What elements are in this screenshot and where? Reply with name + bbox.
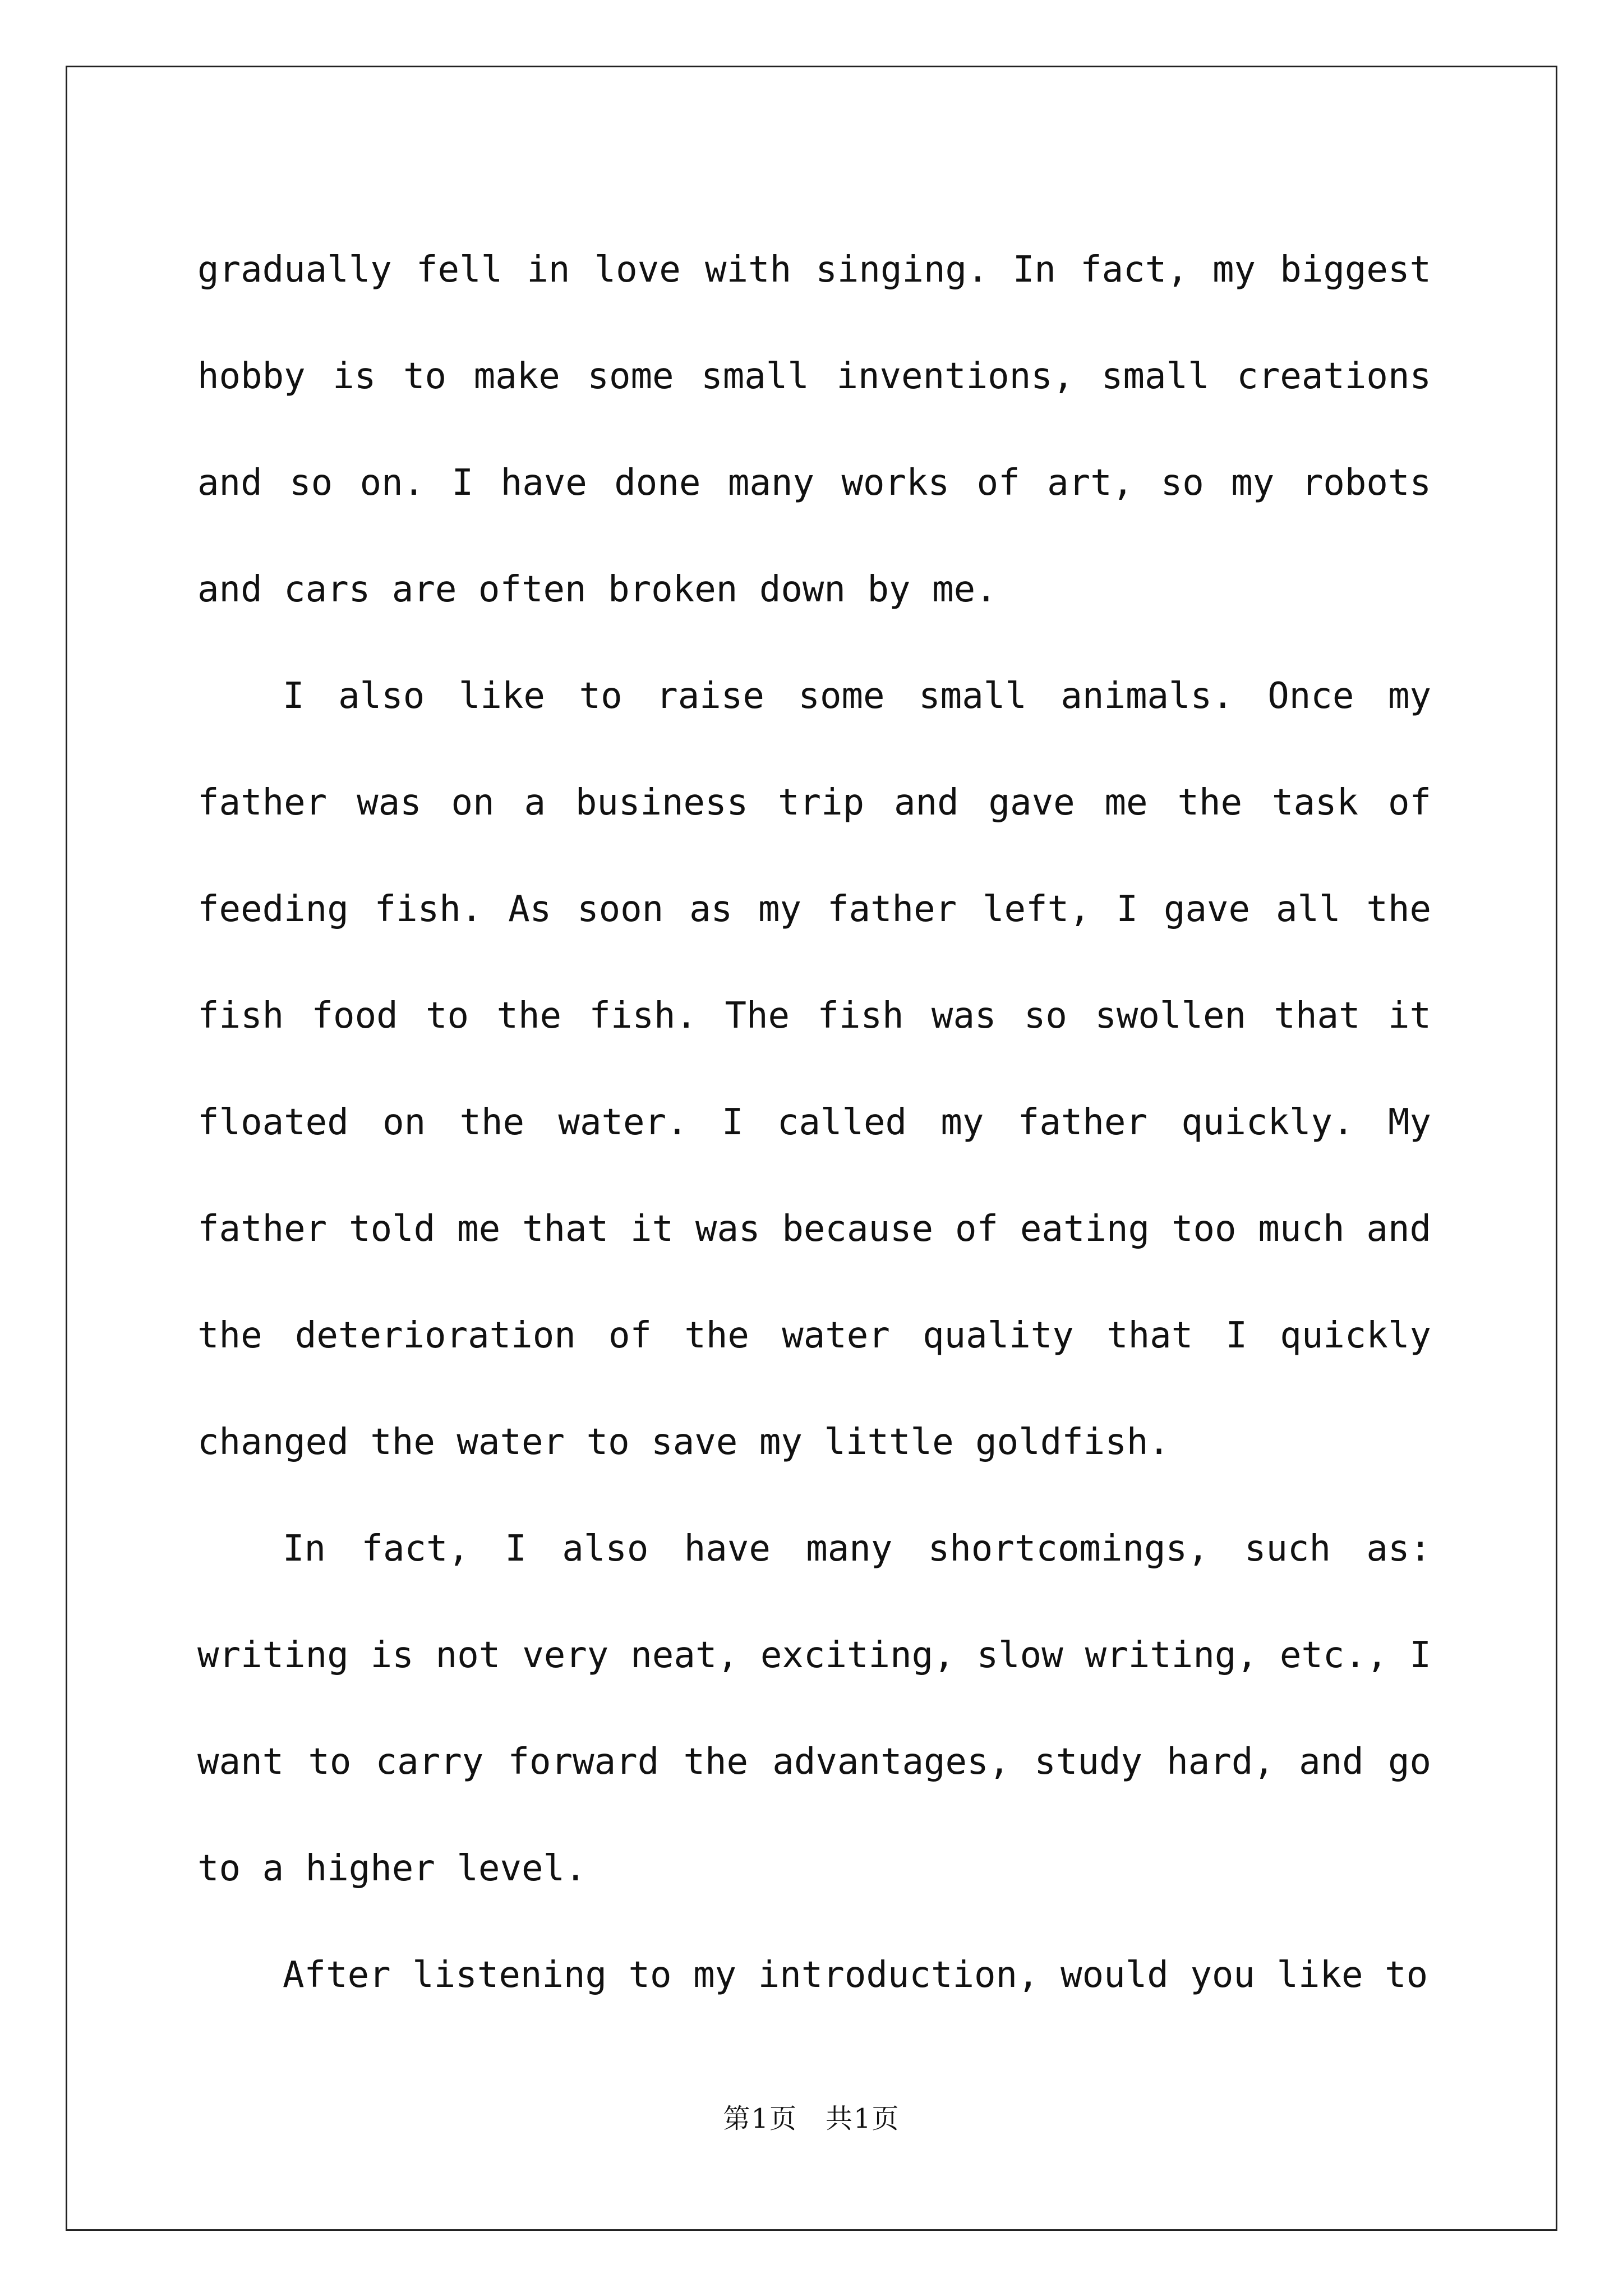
paragraph: I also like to raise some small animals. Once my father was on a business trip and gave me the task of feeding fish. As soon as my father left, I gave all the fish food to the fish. The fish was so swollen that it floated on the water. I called my father quickly. My father told me that it was because of eating too much and the deterioration of the water quality that I quickly changed the water to save my little goldfish. — [197, 675, 1431, 1463]
paragraph: After listening to my introduction, would you like to — [283, 1954, 1428, 1996]
paragraph: gradually fell in love with singing. In fact, my biggest hobby is to make some small inventions, small creations and so on. I have done many works of art, so my robots and cars are often broken down by me. — [197, 249, 1431, 610]
paragraph: In fact, I also have many shortcomings, such as: writing is not very neat, exciting, slow writing, etc., I want to carry forward the advantages, study hard, and go to a higher level. — [197, 1528, 1431, 1889]
page-number-footer: 第1页 共1页 — [723, 2103, 900, 2134]
document-body — [197, 217, 1431, 2028]
